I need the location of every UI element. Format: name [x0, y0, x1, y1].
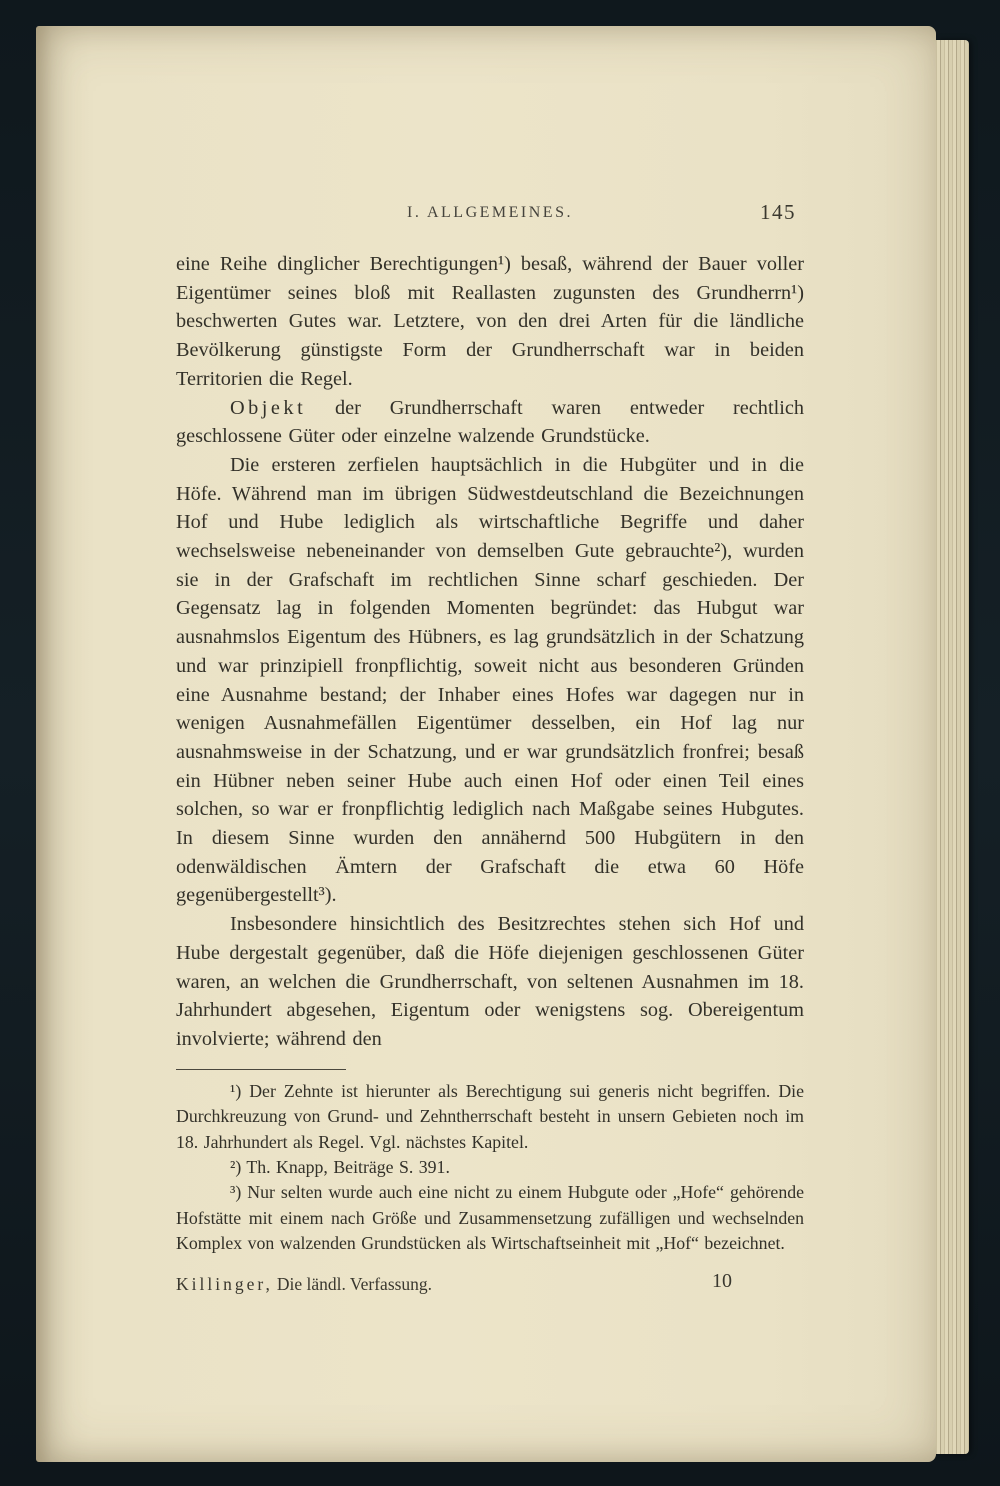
- footnotes: [176, 1079, 804, 1257]
- paragraph: Insbesondere hinsichtlich des Besitzrechtes stehen sich Hof und Hube dergestalt gegenüber, daß die Höfe diejenigen geschlossenen Güter waren, an welchen die Grundherrschaft, von seltenen Ausnahmen im 18. Jahrhundert abgesehen, Eigentum oder wenigstens sog. Obereigentum involvierte; während den: [176, 913, 804, 1050]
- footer-signature-title: Die ländl. Verfassung.: [276, 1273, 433, 1294]
- paragraph: Die ersteren zerfielen hauptsächlich in die Hubgüter und in die Höfe. Während man im übrigen Südwestdeutschland die Bezeichnungen Hof und Hube lediglich als wirtschaftliche Begriffe und daher wechselsweise nebeneinander von demselben Gute gebrauchte²), wurden sie in der Grafschaft im rechtlichen Sinne scharf geschieden. Der Gegensatz lag in folgenden Momenten begründet: das Hubgut war ausnahmslos Eigentum des Hübners, es lag grundsätzlich in der Schatzung und war prinzipiell fronpflichtig, soweit nicht aus besonderen Gründen eine Ausnahme bestand; der Inhaber eines Hofes war dagegen nur in wenigen Ausnahmefällen Eigentümer desselben, ein Hof lag nur ausnahmsweise in der Schatzung, und er war grundsätzlich fronfrei; besaß ein Hübner neben seiner Hube auch einen Hof oder einen Teil eines solchen, so war er fronpflichtig lediglich nach Maßgabe seines Hubgutes. In diesem Sinne wurden den annähernd 500 Hubgütern in den odenwäldischen Ämtern der Grafschaft die etwa 60 Höfe gegenübergestellt³).: [176, 453, 804, 907]
- page-footer: [176, 1269, 804, 1300]
- book-page: [36, 26, 936, 1462]
- section-heading: I. ALLGEMEINES.: [407, 204, 573, 221]
- page-edge-stack: [936, 40, 969, 1454]
- paragraph: eine Reihe dinglicher Berechtigungen¹) besaß, während der Bauer voller Eigentümer seines bloß mit Reallasten zugunsten des Grundherrn¹) beschwerten Gutes war. Letztere, von den drei Arten für die ländliche Bevölkerung günstigste Form der Grundherrschaft war in beiden Territorien die Regel.: [176, 253, 804, 390]
- paragraph: [176, 394, 804, 451]
- sheet-number: 10: [712, 1269, 732, 1292]
- footnote: ¹) Der Zehnte ist hierunter als Berechtigung sui generis nicht begriffen. Die Durchkreuzung von Grund- und Zehntherrschaft besteht in unsern Gebieten noch im 18. Jahrhundert als Regel. Vgl. nächstes Kapitel.: [176, 1080, 804, 1152]
- footnote: ³) Nur selten wurde auch eine nicht zu einem Hubgute oder „Hofe“ gehörende Hofstätte mit einem nach Größe und Zusammensetzung zufälligen und wechselnden Komplex von walzenden Grundstücken als Wirtschaftseinheit mit „Hof“ bezeichnet.: [176, 1182, 804, 1254]
- paragraph-lead-word: Objekt: [230, 396, 307, 419]
- text-column: [176, 200, 804, 1300]
- footnote-separator: [176, 1069, 346, 1070]
- page-header: [176, 200, 804, 234]
- body-text: [176, 250, 804, 1054]
- footer-signature-name: Killinger,: [176, 1273, 273, 1294]
- page-number: 145: [760, 200, 796, 224]
- paragraph-text: der Grundherrschaft waren entweder rechtlich geschlossene Güter oder einzelne walzende Grundstücke.: [176, 396, 804, 448]
- footnote: ²) Th. Knapp, Beiträge S. 391.: [230, 1156, 450, 1177]
